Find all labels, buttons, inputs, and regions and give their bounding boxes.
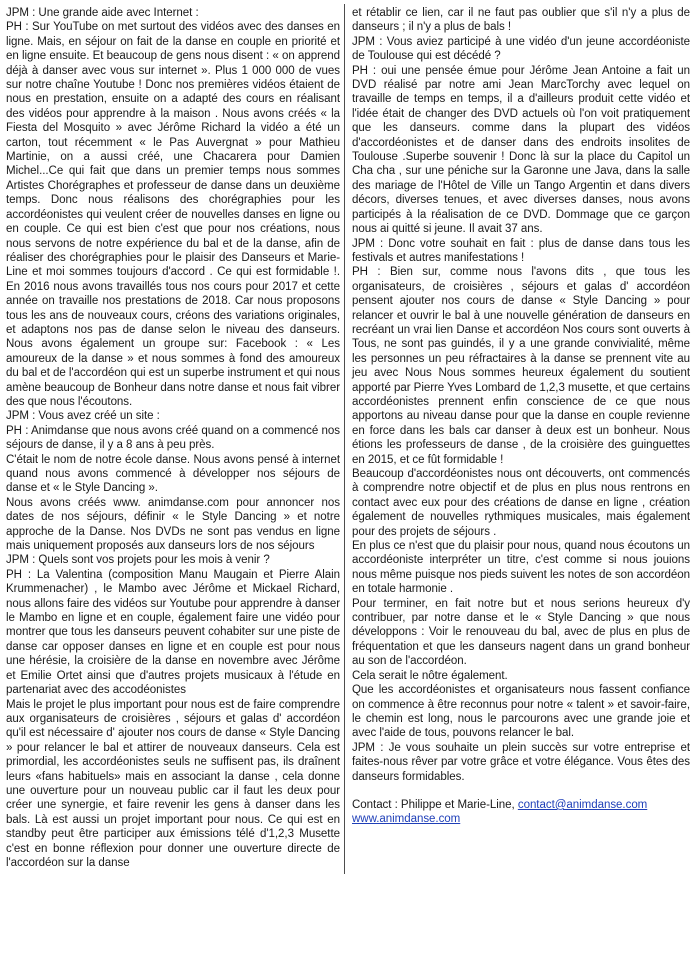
paragraph: PH : Animdanse que nous avons créé quand on a commencé nos séjours de danse, il y a 8 ans à peu près.: [6, 424, 340, 452]
paragraph: JPM : Vous avez créé un site :: [6, 410, 160, 423]
paragraph: Mais le projet le plus important pour nous est de faire comprendre aux organisateurs de croisières , séjours et galas d' accordéon qu'il est nécessaire d' ajouter nos cours de danse « Style Dancing » pour relancer le bal et attirer de nouveaux danseurs. Cela est primordial, les accordéonistes seuls ne suffisent pas, ils draînent leurs «fans habituels» mais en associant la danse , cela donne une ouverture pour un nouveau public car il faut les deux pour créer une synergie, et faire revenir les gens à danser dans les bals. Là est aussi un projet important pour nous. Ce qui est en standby peut être participer aux émissions télé d'1,2,3 Musette c'est en bonne réflexion pour donner une ouverture directe de l'accordéon sur la danse: [6, 698, 340, 869]
paragraph: JPM : Je vous souhaite un plein succès sur votre entreprise et faites-nous rêver par votre grâce et votre élégance. Vous êtes des danseurs formidables.: [352, 741, 690, 783]
paragraph: En plus ce n'est que du plaisir pour nous, quand nous écoutons un accordéoniste interpréter un titre, c'est comme si nous jouions nous même puisque nos pieds suivent les notes de son accordéon en totale harmonie .: [352, 540, 690, 596]
contact-label: Contact : Philippe et Marie-Line,: [352, 798, 515, 811]
contact-email-link[interactable]: contact@animdanse.com: [517, 798, 648, 811]
paragraph: Nous avons créés www. animdanse.com pour annoncer nos dates de nos séjours, définir « le Style Dancing » et notre approche de la Danse. Nos DVDs ne sont pas vendus en ligne mais uniquement proposés aux danseurs lors de nos séjours: [6, 496, 340, 553]
paragraph: C'était le nom de notre école danse. Nous avons pensé à internet quand nous avons commencé à développer nos séjours de danse et « le Style Dancing ».: [6, 453, 340, 495]
paragraph: Pour terminer, en fait notre but et nous serions heureux d'y contribuer, par notre danse et le « Style Dancing » que nous développons : Voir le renouveau du bal, avec de plus en plus de fréquentation et que les danseurs nagent dans un grand bonheur au son de l'accordéon.: [352, 597, 690, 668]
paragraph: PH : La Valentina (composition Manu Maugain et Pierre Alain Krummenacher) , le Mambo avec Jérôme et Mickael Richard, nous allons faire des vidéos sur Youtube pour apprendre à danser le Mambo en ligne et en couple, également faire une vidéo pour montrer que tous les danseurs peuvent cohabiter sur une piste de danse car opposer danses en ligne et en couple est pour nous une hérésie, la croisière de la danse en novembre avec Jérôme et Emilie Ortet ainsi que d'autres projets musicaux à l'étude en partenariat avec des accodéonistes: [6, 568, 340, 697]
website-link[interactable]: www.animdanse.com: [352, 813, 461, 826]
left-text-column: [6, 6, 340, 870]
paragraph: PH : Sur YouTube on met surtout des vidéos avec des danses en ligne. Mais, en séjour on fait de la danse en couple en priorité et en ligne ensuite. Et beaucoup de gens nous disent : « on apprend déjà à danser avec vous sur internet ». Plus 1 000 000 de vues sur notre chaîne Youtube ! Donc nos premières vidéos étaient de nous en prestation, ensuite on a adapté des cours en réalisant des vidéos pour apprendre à la maison . Nous avons créés « la Fiesta del Mosquito » avec Jérôme Richard la vidéo a été un carton, tout récemment « le Pas Auvergnat » pour Mathieu Martinie, on a aussi créé, une Chacarera pour Damien Michel...Ce qui fait que dans un premier temps nous sommes Artistes Chorégraphes et professeur de danse dans un deuxième temps. Donc nous réalisons des chorégraphies pour les accordéonistes qui veulent créer de nouvelles danses en ligne ou en couple. Ce qui est bien c'est que pour nos créations, nous nous servons de notre expérience du bal et de la danse, afin de réaliser des chorégraphies pour le plaisir des Danseurs et Marie-Line et moi sommes toujours d'accord . Ce qui est formidable !. En 2016 nous avons travaillés tous nos cours pour 2017 et cette année on travaille nos prestations de 2018. Car nous proposons tous les ans de nouveaux cours, créons des variations originales, et adaptons nos pas de danse selon le niveau des danseurs. Nous avons également un groupe sur: Facebook : « Les amoureux de la danse » et nous sommes à fond des amoureux du bal et de l'accordéon qui est un superbe instrument et qui nous amène beaucoup de Bonheur dans notre danse et nous fait vibrer des que nous l'écoutons.: [6, 21, 340, 408]
paragraph: PH : Bien sur, comme nous l'avons dits , que tous les organisateurs, de croisières , séjours et galas d' accordéon pensent ajouter nos cours de danse « Style Dancing » pour relancer et ouvrir le bal à une nouvelle génération de danseurs en recréant un vrai lien Danse et accordéon Nos cours sont ouverts à Tous, ne sont pas guindés, il y a une grande convivialité, même les personnes un peu réfractaires à la danse se prennent vite au jeu avec Nous Nous sommes heureux également du soutient apporté par Pierre Yves Lombard de 1,2,3 musette, et que certains accordéonistes prennent enfin conscience de ce que nous apportons au niveau danse pour que la danse en couple revienne en force dans les bals car danser à deux est un bonheur. Nous étions les professeurs de danse , de la croisière des guinguettes en 2015, et ce fût formidable !: [352, 266, 691, 466]
paragraph: PH : oui une pensée émue pour Jérôme Jean Antoine a fait un DVD réalisé par notre ami Jean MarcTorchy avec lequel on travaille de temps en temps, il a d'ailleurs produit cette vidéo et l'idée était de changer des DVD actuels où l'on voit pratiquement que les danseurs. comme dans la plupart des vidéos d'accordéonistes et de danser dans des endroits insolites de Toulouse .Superbe souvenir ! Donc là sur la place du Capitol un Cha cha , sur une péniche sur la Garonne une Java, dans la salle des mariage de l'Hôtel de Ville un Tango Argentin et dans divers décors, diverses tenues, et avec diverses danses, nous avons participés à la réalisation de ce DVD. Dommage que ce garçon nous ai quitté si jeune. Il avait 37 ans.: [352, 64, 690, 236]
paragraph: JPM : Une grande aide avec Internet :: [6, 7, 199, 19]
contact-block: [352, 798, 690, 827]
right-text-column: [352, 6, 690, 827]
paragraph: Cela serait le nôtre également.: [352, 669, 508, 682]
paragraph: Beaucoup d'accordéonistes nous ont découverts, ont commencés à comprendre notre objectif et de plus en plus nous rentrons en contact avec eux pour des créations de danse en ligne , création également de nouvelles rythmiques musicales, mais également pour des projets de séjours .: [352, 468, 690, 538]
paragraph: JPM : Vous aviez participé à une vidéo d'un jeune accordéoniste de Toulouse qui est décédé ?: [352, 35, 690, 63]
paragraph: JPM : Quels sont vos projets pour les mois à venir ?: [6, 554, 270, 567]
paragraph: Que les accordéonistes et organisateurs nous fassent confiance on commence à être reconnus pour notre « talent » et savoir-faire, le chemin est long, nous le parcourons avec une grande joie et avec l'aide de tous, pouvons relancer le bal.: [352, 684, 690, 740]
column-divider: [344, 4, 345, 874]
paragraph: JPM : Donc votre souhait en fait : plus de danse dans tous les festivals et autres manifestations !: [352, 237, 690, 264]
paragraph: et rétablir ce lien, car il ne faut pas oublier que s'il n'y a plus de danseurs ; il n'y a plus de bals !: [352, 7, 690, 34]
